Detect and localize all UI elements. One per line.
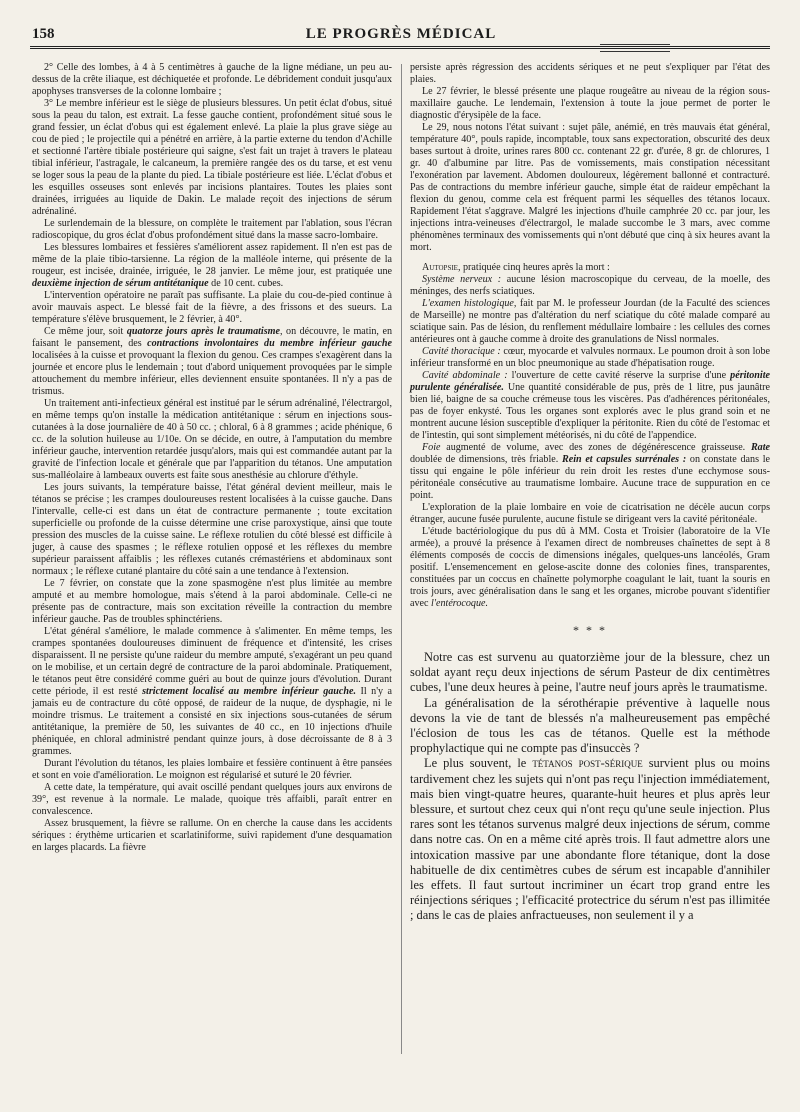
- emphasis-text: deuxième injection de sérum antitétanique: [32, 278, 209, 289]
- emphasis-text: contractions involontaires du membre inférieur gauche: [147, 338, 392, 349]
- spacer: [410, 254, 770, 262]
- paragraph: Le 29, nous notons l'état suivant : sujet pâle, anémié, en très mauvais état général, température 40°, pouls rapide, incomptable, toux sans expectoration, obscurité des deux bases surtout à droite, urines rares 800 cc. contenant 22 gr. d'urée, 8 gr. de chlorures, 1 gr. 40 d'albumine par litre. Pas de vomissements, mais constipation nécessitant l'exonération par lavement. Abdomen douloureux, légèrement ballonné et contracturé. Pas de contractions du membre inférieur gauche, simple état de raideur empêchant la flexion du genou, comme cela est fréquent parmi les séquelles des tétanos locaux. Rapidement l'état s'aggrave. Malgré les injections d'huile camphrée 20 cc. par jour, les injections intra-veineuses d'électrargol, le malade succombe le 3 mars, avec comme phénomènes terminaux des vomissements qui n'ont débuté que cinq à six heures avant la mort.: [410, 122, 770, 253]
- subsection-label: Foie: [422, 442, 441, 453]
- column-divider: [401, 64, 402, 1054]
- subsection-label: Cavité thoracique :: [422, 346, 501, 357]
- text-run: augmenté de volume, avec des zones de dégénérescence graisseuse.: [446, 442, 746, 453]
- paragraph: [32, 626, 392, 758]
- text-run: localisées à la cuisse et provoquant la flexion du genou. Ces crampes s'exagèrent dans la journée et encore plus le lendemain ; tout d'abord uniquement provoquées par le simple attouchement du membre inférieur, elles deviennent ensuite spontanées. Il n'y a pas de trismus.: [32, 350, 392, 397]
- paragraph: Notre cas est survenu au quatorzième jour de la blessure, chez un soldat ayant reçu deux injections de sérum Pasteur de dix centimètres cubes, l'une deux heures à peine, l'autre neuf jours après le traumatisme.: [410, 650, 770, 695]
- text-run: doublée de dimensions, très friable.: [410, 454, 559, 465]
- paragraph: Le 27 février, le blessé présente une plaque rougeâtre au niveau de la région sous-maxillaire gauche. Le lendemain, l'extension à toute la joue permet de porter le diagnostic d'érysipèle de la face.: [410, 86, 770, 121]
- paragraph: L'intervention opératoire ne paraît pas suffisante. La plaie du cou-de-pied continue à avoir mauvais aspect. Le blessé fait de la fièvre, a des frissons et des sueurs. La température s'élève brusquement, le 2 février, à 40°.: [32, 290, 392, 325]
- paragraph: Assez brusquement, la fièvre se rallume. On en cherche la cause dans les accidents sériques : érythème urticarien et scarlatiniforme, suivi rapidement d'une desquamation en larges placards. La fièvre: [32, 818, 392, 853]
- paragraph: [410, 370, 770, 442]
- paragraph: La généralisation de la sérothérapie préventive à laquelle nous devons la vie de tant de blessés n'a malheureusement pas empêché l'éclosion de tous les cas de tétanos. Quelle est la méthode prophylactique qui ne compte pas d'insuccès ?: [410, 695, 770, 756]
- emphasis-text: l'entérocoque.: [431, 598, 489, 609]
- text-run: l'ouverture de cette cavité réserve la surprise d'une: [511, 370, 727, 381]
- text-run: L'état général s'améliore, le malade commence à s'alimenter. En même temps, les crampes spontanées douloureuses diminuent de fréquence et d'intensité, les crises disparaissent. Il ne persiste qu'une raideur du membre amputé, s'exagérant un peu quand on le mobilise, et un certain degré de contracture de la paroi abdominale. Pratiquement, le tétanos peut être considéré comme guéri au bout de quinze jours d'évolution. Durant cette période, il est resté: [32, 626, 392, 697]
- text-run: Une quantité considérable de pus, près de 1 litre, pus jaunâtre bien lié, baigne de sa couche crémeuse tous les viscères. Pas d'adhérences péritonéales, pas de foyer enkysté. Tous les organes sont explorés avec le plus grand soin et ne montrent aucune lésion susceptible d'expliquer la péritonite. Rien du côté de l'estomac et de l'intestin, qui sont simplement météorisés, ni du côté de l'appendice.: [410, 382, 770, 441]
- paragraph: L'exploration de la plaie lombaire en voie de cicatrisation ne décèle aucun corps étranger, aucune fusée purulente, aucune fistule se dirigeant vers la cavité péritonéale.: [410, 502, 770, 525]
- text-run: pratiquée cinq heures après la mort :: [463, 262, 610, 273]
- paragraph: [410, 442, 770, 502]
- discussion-section: [410, 650, 770, 924]
- paragraph: Le surlendemain de la blessure, on complète le traitement par l'ablation, sous l'écran radioscopique, du gros éclat d'obus profondément situé dans la masse sacro-lombaire.: [32, 218, 392, 241]
- header-rule-ornament: [600, 44, 670, 52]
- text-run: on constate dans le tissu qui engaine le pôle inférieur du rein droit les restes d'une ecchymose sous-péritonéale consécutive au traumatisme lombaire. Aucune trace de suppuration en ce point.: [410, 454, 770, 501]
- paragraph: Le 7 février, on constate que la zone spasmogène n'est plus limitée au membre amputé et au membre homologue, mais s'étend à la paroi abdominale. Celle-ci ne présente pas de contracture, mais son excitation réveille la contraction du membre inférieur gauche. Pas de troubles sphinctériens.: [32, 578, 392, 625]
- paragraph: Les jours suivants, la température baisse, l'état général devient meilleur, mais le tétanos se précise ; les crampes douloureuses restent localisées à la cuisse gauche. Dans l'intervalle, celle-ci est dans un état de contracture permanente ; toute excitation superficielle ou profonde de la cuisse détermine une crise paroxystique, ainsi que toute pression des muscles de la cuisse saine. Le réflexe rotulien du côté blessé est difficile à juger, à cause des spasmes ; le réflexe rotulien opposé et les réflexes du membre supérieur paraissent affaiblis ; les réflexes cutanés crémastériens et abdominaux sont normaux ; le réflexe cutané plantaire du côté sain a une tendance à l'extension.: [32, 482, 392, 577]
- subsection-label: Cavité abdominale :: [422, 370, 508, 381]
- paragraph: [410, 262, 770, 274]
- text-run: fait par M. le professeur Jourdan (de la Faculté des sciences de Marseille) ne montre pas d'altération du nerf sciatique du côté malade comparé au sciatique sain. Pas de lésion, du renflement médullaire lombaire : les cellules des cornes antérieures ont à gauche comme à droite des granulations de Nissl normales.: [410, 298, 770, 345]
- text-run: survient plus ou moins tardivement chez les sujets qui n'ont pas reçu l'injection immédiatement, mais bien vingt-quatre heures, quarante-huit heures et plus après leur blessure, et surtout chez ceux qui n'ont reçu qu'une seule injection. Plus rares sont les tétanos survenus malgré deux injections de sérum, comme dans notre cas. On en a même cité après trois. Il faut admettre alors une intoxication massive par une abondante flore tétanique, dont la dose habituelle de dix centimètres cubes de sérum est incapable d'annihiler les effets. Il faut surtout incriminer un écart trop grand entre les réinjections sériques ; l'efficacité protectrice du sérum n'est pas illimitée ; dans le cas de plaies anfractueuses, non seulement il y a: [410, 756, 770, 923]
- paragraph: [410, 274, 770, 298]
- paragraph: [410, 298, 770, 346]
- subsection-label: Système nerveux :: [422, 274, 502, 285]
- page-number: 158: [32, 26, 55, 42]
- text-run: L'étude bactériologique du pus dû à MM. Costa et Troisier (laboratoire de la VIe armée), a prouvé la présence à l'examen direct de nombreuses chaînettes de sept à 8 éléments composés de coccis de dimensions inégales, quelques-uns lancéolés, Gram positif. L'ensemencement en gelose-ascite donne des colonies fines, transparentes, constituées par un coccus en chaînette polymorphe coagulant le lait, tuant la souris en trois jours, avec généralisation dans le sang et les organes, microbe pouvant s'identifier avec: [410, 526, 770, 609]
- section-separator-stars: * * *: [573, 623, 607, 637]
- text-run: Il n'y a jamais eu de contracture du côté opposé, de raideur de la nuque, de dysphagie, ni le moindre trismus. Le traitement a consisté en six injections sous-cutanées de sérum antitétanique, la première de 50, les suivantes de 40 cc., en 10 injections d'huile phéniquée, en chloral administré pendant quinze jours, à dose décroissante de 8 à 3 grammes.: [32, 686, 393, 757]
- text-run: Ce même jour, soit: [44, 326, 124, 337]
- emphasis-text: péritonite purulente généralisée.: [410, 370, 770, 393]
- text-run: Les blessures lombaires et fessières s'améliorent assez rapidement. Il n'en est pas de même de la plaie tibio-tarsienne. La région de la malléole interne, qui présente de la rougeur, est incisée, drainée, irriguée, le 28 janvier. Le même jour, est pratiquée une: [32, 242, 392, 277]
- text-run: Le plus souvent, le: [424, 756, 527, 771]
- journal-title: LE PROGRÈS MÉDICAL: [305, 26, 497, 42]
- emphasis-text: strictement localisé au membre inférieur gauche.: [142, 686, 357, 697]
- paragraph: [410, 526, 770, 610]
- paragraph: A cette date, la température, qui avait oscillé pendant quelques jours aux environs de 39°, est revenue à la normale. Le malade, quoique très affaibli, paraît entrer en convalescence.: [32, 782, 392, 817]
- text-run: cœur, myocarde et valvules normaux. Le poumon droit à son lobe inférieur transformé en un bloc pneumonique au stade d'hépatisation rouge.: [410, 346, 770, 369]
- paragraph: [410, 756, 770, 923]
- text-run: de 10 cent. cubes.: [211, 278, 284, 289]
- right-column: [410, 62, 770, 924]
- text-run: on découvre, le matin, en faisant le pansement, des: [32, 326, 392, 349]
- paragraph: 3° Le membre inférieur est le siège de plusieurs blessures. Un petit éclat d'obus, situé sous la peau du talon, est extrait. La fesse gauche contient, profondément situé sous le grand fessier, un éclat d'obus qui est également enlevé. La plaie la plus grave siège au cou de pied ; le projectile qui a pénétré en arrière, à la partie externe du tendon d'Achille et sectionné l'artère tibiale postérieure qui saigne, s'est fait un trajet à travers le plateau tibial inférieur, l'astragale, le calcaneum, la première rangée des os du tarse, et est venu se loger sous la peau de la plante du pied. La tibiale postérieure est liée. L'éclat d'obus et les esquilles osseuses sont enlevés par incisions plantaires. Toutes les plaies sont drainées, irriguées au liquide de Dakin. Le malade reçoit des injections de sérum adrénaliné.: [32, 98, 392, 217]
- subsection-label: Rein et capsules surrénales :: [561, 454, 687, 465]
- paragraph: persiste après régression des accidents sériques et ne peut s'expliquer par l'état des plaies.: [410, 62, 770, 85]
- subsection-label: L'examen histologique,: [422, 298, 517, 309]
- section-label: Autopsie,: [422, 262, 461, 273]
- paragraph: Ce même jour, soit quatorze jours après le traumatisme, on découvre, le matin, en faisant le pansement, des contractions involontaires du membre inférieur gauche localisées à la cuisse et provoquant la flexion du genou. Ces crampes s'exagèrent dans la journée et encore plus le lendemain ; tout d'abord uniquement provoquées par le simple attouchement du membre inférieur, elles deviennent ensuite spontanées. Il n'y a pas de trismus.: [32, 326, 392, 397]
- paragraph: [410, 346, 770, 370]
- paragraph: Un traitement anti-infectieux général est institué par le sérum adrénaliné, l'électrargol, en même temps qu'on installe la médication antitétanique : sérum en injections sous-cutanées à la dose journalière de 40 à 50 cc. ; chloral, 6 à 8 grammes ; acide phénique, 6 cc. de la solution huileuse au 1/10e. On se décide, en outre, à l'amputation du membre inférieur gauche, intervention retardée jusqu'alors, mais qui est commandée autant par la gravité de l'infection locale et générale que par l'apparition du tétanos. Une amputation sus-malléolaire à lambeaux ouverts est faite sous anesthésie au chlorure d'éthyle.: [32, 398, 392, 481]
- left-column: [32, 62, 392, 854]
- text-run: aucune lésion macroscopique du cerveau, de la moelle, des méninges, des nerfs sciatiques.: [410, 274, 770, 297]
- paragraph: [32, 242, 392, 290]
- subsection-label: Rate: [750, 442, 771, 453]
- paragraph: Durant l'évolution du tétanos, les plaies lombaire et fessière continuent à être pansées et sont en voie d'amélioration. Le moignon est régularisé et suturé le 20 février.: [32, 758, 392, 781]
- emphasis-text: quatorze jours après le traumatisme: [126, 326, 280, 337]
- emphasis-text: tétanos post-sérique: [532, 756, 643, 771]
- paragraph: 2° Celle des lombes, à 4 à 5 centimètres à gauche de la ligne médiane, un peu au-dessus de la crête iliaque, est déchiquetée et profonde. Le débridement conduit jusqu'aux apophyses transverses de la colonne lombaire ;: [32, 62, 392, 97]
